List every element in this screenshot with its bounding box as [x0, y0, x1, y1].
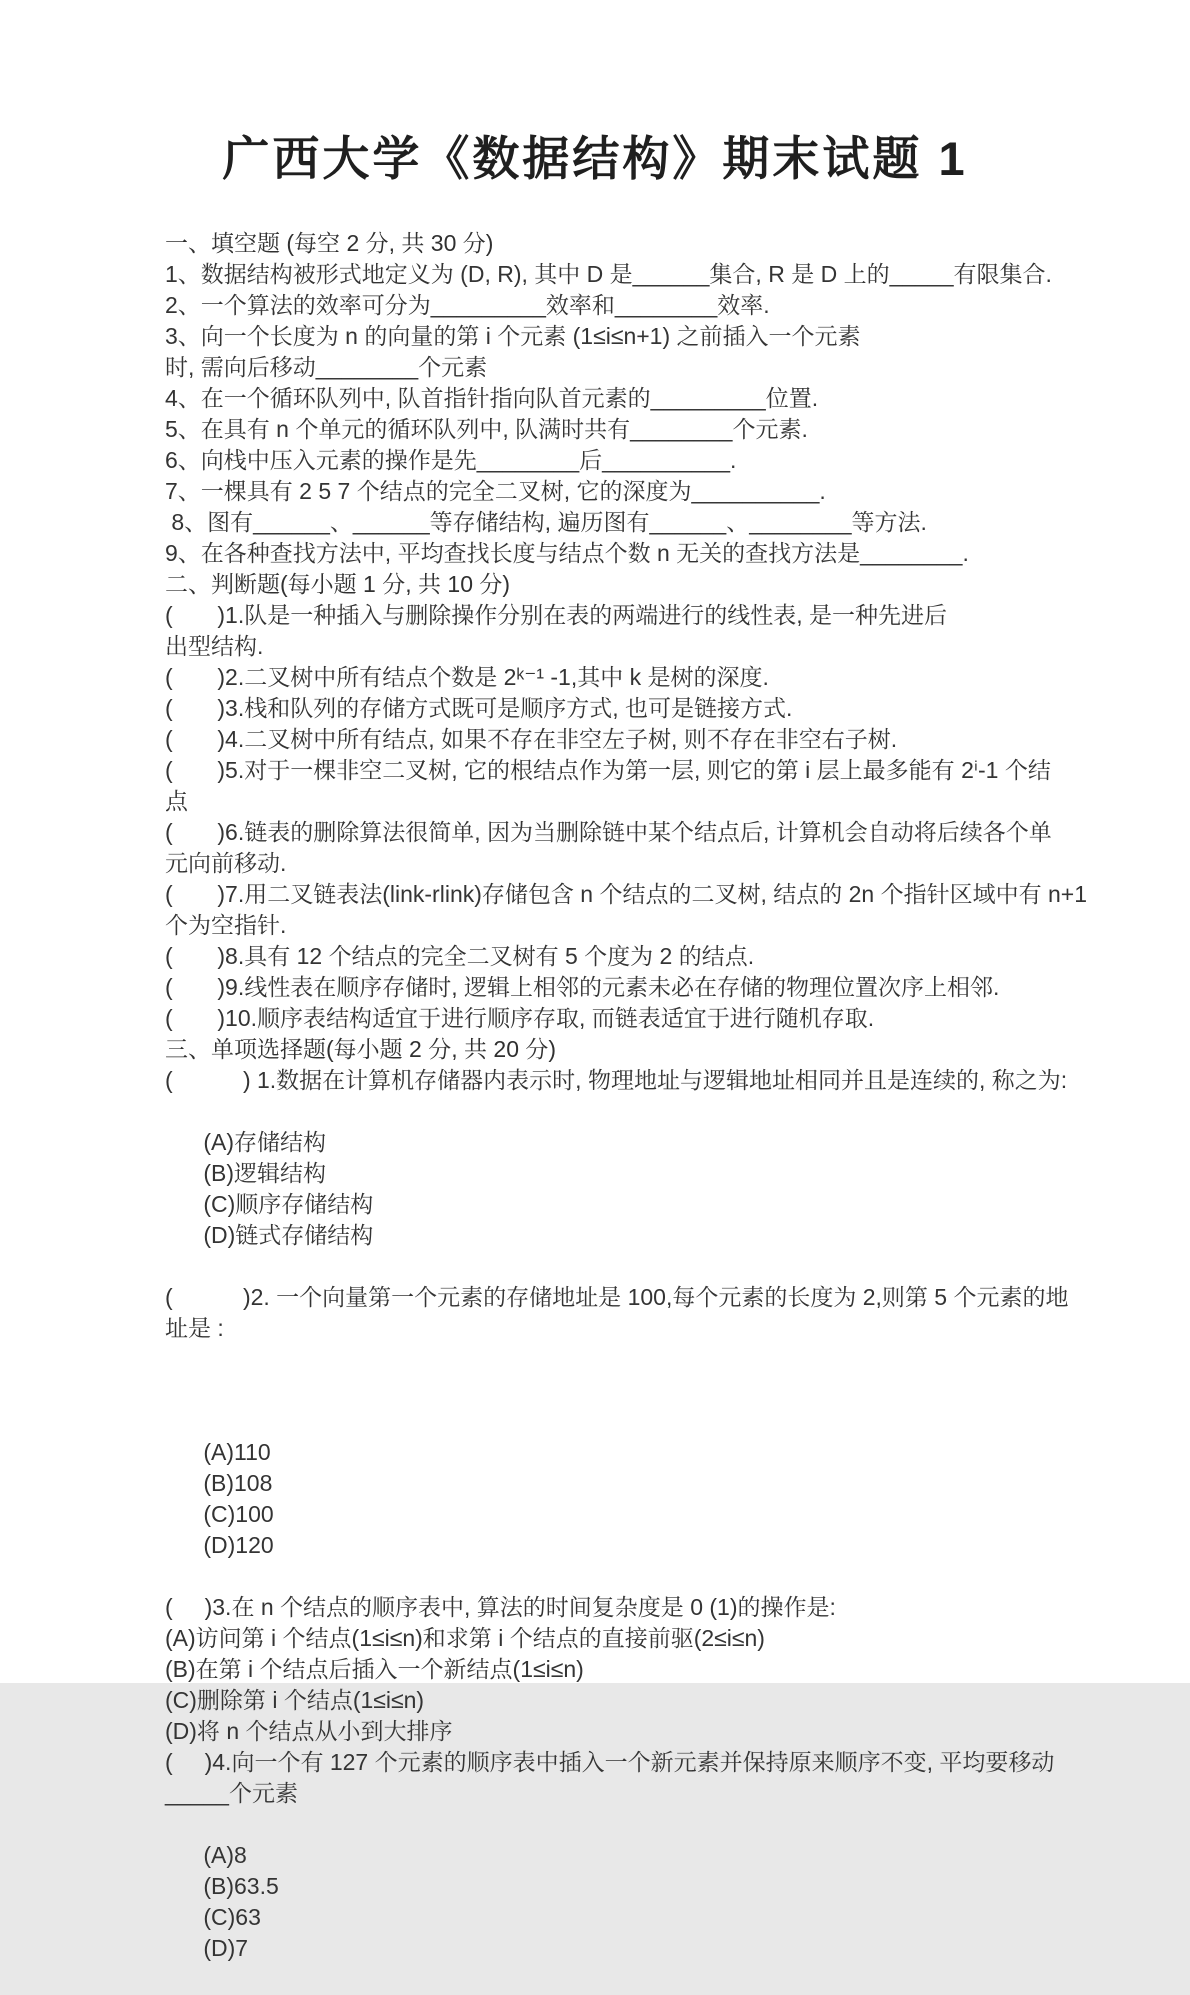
judge-q9: ( )9.线性表在顺序存储时, 逻辑上相邻的元素未必在存储的物理位置次序上相邻.: [165, 974, 1000, 1000]
fill-q5: 5、在具有 n 个单元的循环队列中, 队满时共有________个元素.: [165, 416, 808, 442]
choice-q1: ( ) 1.数据在计算机存储器内表示时, 物理地址与逻辑地址相同并且是连续的, 称之为:: [165, 1067, 1068, 1093]
choice-q1-option-d: (D)链式存储结构: [203, 1222, 374, 1248]
choice-q1-options: [165, 1096, 1130, 1282]
judge-q8: ( )8.具有 12 个结点的完全二叉树有 5 个度为 2 的结点.: [165, 943, 755, 969]
fill-q8: 8、图有______、______等存储结构, 遍历图有______、________等方法.: [165, 509, 927, 535]
judge-q5-line2: 点: [165, 788, 188, 814]
choice-q4-option-b: (B)63.5: [203, 1873, 279, 1899]
choice-q4-option-d: (D)7: [203, 1935, 249, 1961]
choice-q2-option-b: (B)108: [203, 1470, 273, 1496]
fill-q4: 4、在一个循环队列中, 队首指针指向队首元素的_________位置.: [165, 385, 819, 411]
choice-q3-option-c: (C)删除第 i 个结点(1≤i≤n): [165, 1687, 425, 1713]
choice-q1-option-c: (C)顺序存储结构: [203, 1191, 374, 1217]
choice-q3-option-b: (B)在第 i 个结点后插入一个新结点(1≤i≤n): [165, 1656, 584, 1682]
fill-q6: 6、向栈中压入元素的操作是先________后__________.: [165, 447, 737, 473]
fill-section-header: 一、填空题 (每空 2 分, 共 30 分): [165, 230, 494, 256]
choice-q3: ( )3.在 n 个结点的顺序表中, 算法的时间复杂度是 0 (1)的操作是:: [165, 1594, 836, 1620]
judge-q7-line1: ( )7.用二叉链表法(link-rlink)存储包含 n 个结点的二叉树, 结点的 2n 个指针区域中有 n+1: [165, 881, 1088, 907]
fill-q3-line1: 3、向一个长度为 n 的向量的第 i 个元素 (1≤i≤n+1) 之前插入一个元素: [165, 323, 861, 349]
choice-q2-option-d: (D)120: [203, 1532, 274, 1558]
judge-section-header: 二、判断题(每小题 1 分, 共 10 分): [165, 571, 511, 597]
choice-q4-option-c: (C)63: [203, 1904, 261, 1930]
choice-q3-option-d: (D)将 n 个结点从小到大排序: [165, 1718, 453, 1744]
choice-q1-option-a: (A)存储结构: [203, 1129, 327, 1155]
choice-q4-line1: ( )4.向一个有 127 个元素的顺序表中插入一个新元素并保持原来顺序不变, 平均要移动: [165, 1749, 1055, 1775]
choice-section-header: 三、单项选择题(每小题 2 分, 共 20 分): [165, 1036, 557, 1062]
judge-q2: ( )2.二叉树中所有结点个数是 2ᵏ⁻¹ -1,其中 k 是树的深度.: [165, 664, 769, 690]
choice-q2-line1: ( )2. 一个向量第一个元素的存储地址是 100,每个元素的长度为 2,则第 5 个元素的地: [165, 1284, 1069, 1310]
choice-q2-options: [165, 1406, 1130, 1592]
judge-q6-line2: 元向前移动.: [165, 850, 287, 876]
judge-q6-line1: ( )6.链表的删除算法很简单, 因为当删除链中某个结点后, 计算机会自动将后续各个单: [165, 819, 1052, 845]
fill-q1: 1、数据结构被形式地定义为 (D, R), 其中 D 是______集合, R 是 D 上的_____有限集合.: [165, 261, 1052, 287]
choice-q2-option-a: (A)110: [203, 1439, 271, 1465]
judge-q1-line2: 出型结构.: [165, 633, 264, 659]
fill-q3-line2: 时, 需向后移动________个元素: [165, 354, 488, 380]
choice-q3-option-a: (A)访问第 i 个结点(1≤i≤n)和求第 i 个结点的直接前驱(2≤i≤n): [165, 1625, 765, 1651]
choice-q4-line2: _____个元素: [165, 1780, 298, 1806]
judge-q1-line1: ( )1.队是一种插入与删除操作分别在表的两端进行的线性表, 是一种先进后: [165, 602, 948, 628]
choice-q2-line2: 址是 :: [165, 1315, 224, 1341]
exam-body: [165, 228, 1130, 1995]
page-title: 广西大学《数据结构》期末试题 1: [222, 132, 968, 185]
fill-q9: 9、在各种查找方法中, 平均查找长度与结点个数 n 无关的查找方法是________.: [165, 540, 969, 566]
choice-q2-option-c: (C)100: [203, 1501, 274, 1527]
choice-q4-options: [165, 1809, 1130, 1995]
judge-q3: ( )3.栈和队列的存储方式既可是顺序方式, 也可是链接方式.: [165, 695, 793, 721]
choice-q4-option-a: (A)8: [203, 1842, 247, 1868]
judge-q4: ( )4.二叉树中所有结点, 如果不存在非空左子树, 则不存在非空右子树.: [165, 726, 898, 752]
fill-q7: 7、一棵具有 2 5 7 个结点的完全二叉树, 它的深度为__________.: [165, 478, 826, 504]
judge-q10: ( )10.顺序表结构适宜于进行顺序存取, 而链表适宜于进行随机存取.: [165, 1005, 875, 1031]
blank-gap: [165, 1344, 1130, 1406]
choice-q1-option-b: (B)逻辑结构: [203, 1160, 327, 1186]
judge-q5-line1: ( )5.对于一棵非空二叉树, 它的根结点作为第一层, 则它的第 i 层上最多能有 2ⁱ-1 个结: [165, 757, 1051, 783]
judge-q7-line2: 个为空指针.: [165, 912, 287, 938]
fill-q2: 2、一个算法的效率可分为_________效率和________效率.: [165, 292, 770, 318]
